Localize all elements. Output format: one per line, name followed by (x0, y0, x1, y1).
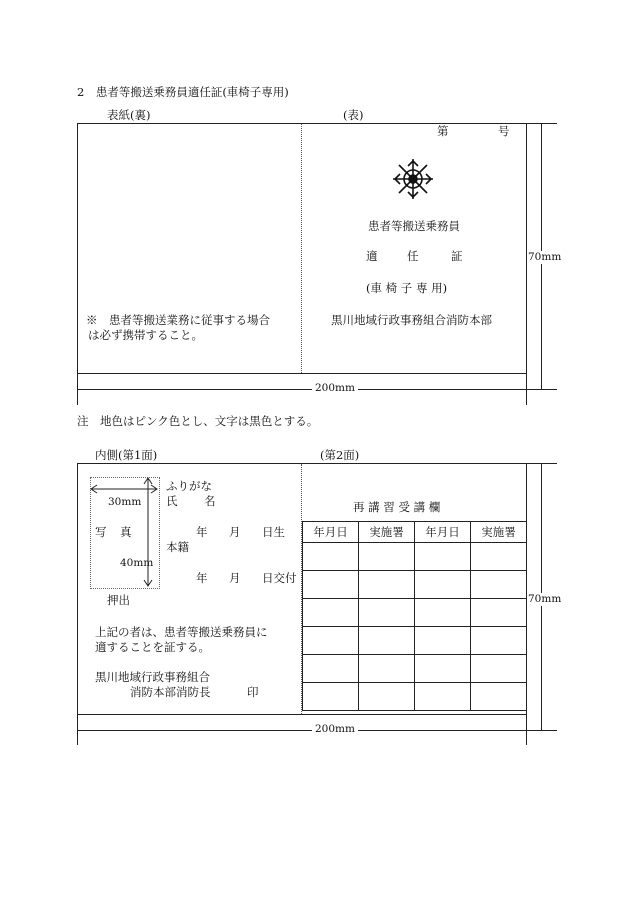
carry-note-line1: ※ 患者等搬送業務に従事する場合 (86, 313, 270, 327)
organization-line1: 黒川地域行政事務組合 (95, 670, 210, 684)
table-row (303, 571, 527, 599)
photo-width-dim: 30mm (108, 496, 142, 508)
organization-line2: 消防本部消防長 (130, 685, 211, 699)
table-header-date-2: 年月日 (415, 522, 471, 543)
table-row (303, 683, 527, 711)
furigana-label: ふりがな (166, 479, 212, 493)
card-title-line3: (車 椅 子 専 用) (366, 281, 448, 295)
retraining-table (302, 521, 527, 711)
card2-width-dim-line (77, 730, 527, 731)
card-title-char1: 適 (366, 249, 378, 263)
table-row (303, 627, 527, 655)
card2-top-border (77, 463, 527, 464)
retraining-title: 再 講 習 受 講 欄 (353, 500, 441, 514)
number-suffix: 号 (498, 124, 510, 138)
photo-height-arrow-icon (142, 476, 154, 588)
page2-label: (第2面) (320, 448, 360, 462)
issue-day-label: 日交付 (262, 571, 297, 585)
certification-line2: 適することを証する。 (95, 640, 210, 654)
card1-width-dim-line (77, 389, 527, 390)
seal-mark: 印 (247, 685, 259, 699)
honseki-label: 本籍 (166, 540, 189, 554)
back-cover-label: 表紙(裏) (107, 108, 151, 122)
card1-height-dim: 70mm (528, 251, 562, 263)
issue-year-label: 年 (196, 571, 208, 585)
card1-right-border (526, 123, 527, 405)
table-header-station-1: 実施署 (359, 522, 415, 543)
table-row (303, 655, 527, 683)
table-header-date-1: 年月日 (303, 522, 359, 543)
front-cover-label: (表) (343, 108, 364, 122)
card-title-line1: 患者等搬送乗務員 (368, 219, 460, 233)
issue-month-label: 月 (229, 571, 241, 585)
certification-line1: 上記の者は、患者等搬送乗務員に (95, 625, 268, 639)
card1-left-border (77, 123, 78, 405)
card1-top-border (77, 123, 527, 124)
card1-fold-line (301, 124, 302, 373)
birth-year-label: 年 (196, 525, 208, 539)
name-label-a: 氏 (166, 494, 178, 508)
photo-height-dim: 40mm (120, 557, 154, 569)
photo-label-a: 写 (95, 525, 107, 539)
table-row (303, 599, 527, 627)
card2-bottom-border (77, 714, 527, 715)
birth-day-label: 日生 (262, 525, 285, 539)
card1-height-ext-bottom (526, 389, 557, 390)
oshide-label: 押出 (107, 593, 130, 607)
table-header-station-2: 実施署 (471, 522, 527, 543)
card1-bottom-border (77, 373, 527, 374)
carry-note-line2: は必ず携帯すること。 (88, 328, 203, 342)
issuer-name: 黒川地域行政事務組合消防本部 (331, 313, 492, 327)
card2-width-dim: 200mm (312, 724, 358, 735)
card2-left-border (77, 463, 78, 745)
card2-height-ext-bottom (526, 730, 557, 731)
table-header-row (303, 522, 527, 543)
fire-department-emblem-icon (391, 157, 435, 201)
birth-month-label: 月 (229, 525, 241, 539)
name-label-b: 名 (204, 494, 216, 508)
inside-page1-label: 内側(第1面) (95, 448, 158, 462)
card-title-char3: 証 (451, 249, 463, 263)
color-note: 注 地色はピンク色とし、文字は黒色とする。 (77, 414, 319, 428)
table-row (303, 543, 527, 571)
card2-height-dim: 70mm (528, 593, 562, 605)
card-title-char2: 任 (407, 249, 419, 263)
section-title: 2 患者等搬送乗務員適任証(車椅子専用) (77, 85, 289, 99)
card1-width-dim: 200mm (312, 383, 358, 394)
photo-label-b: 真 (120, 525, 132, 539)
number-prefix: 第 (437, 124, 449, 138)
